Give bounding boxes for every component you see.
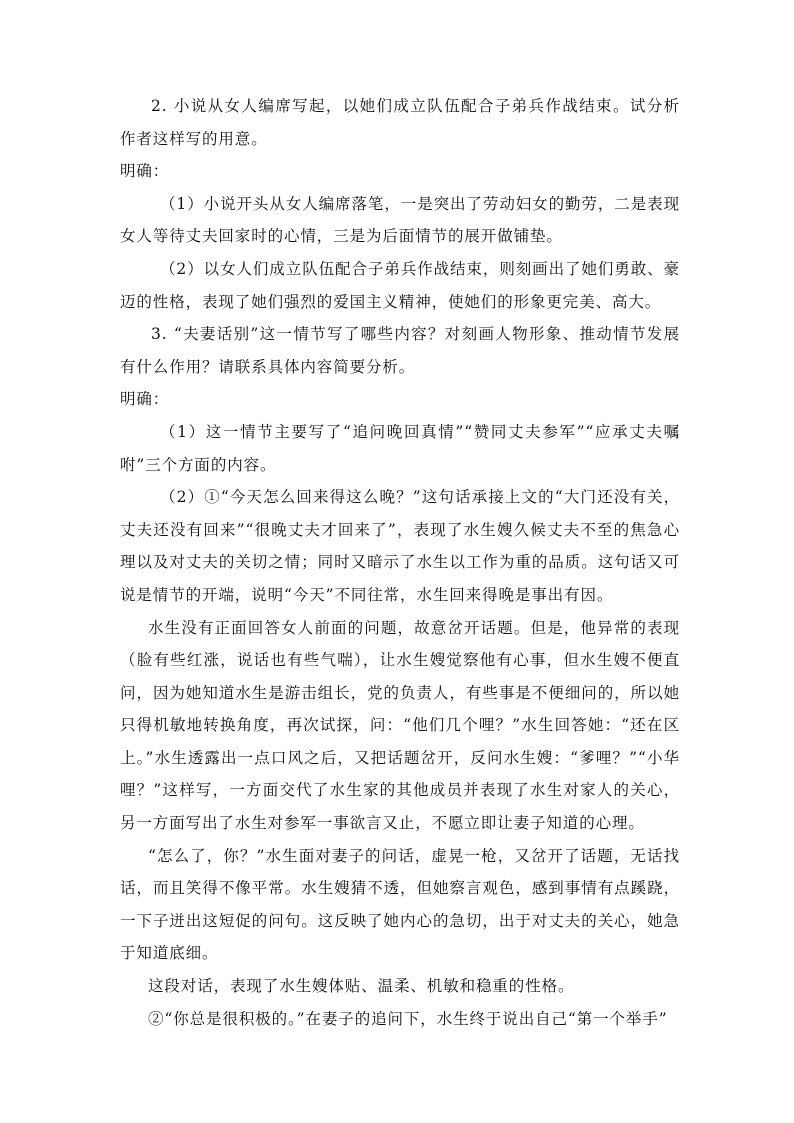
body-paragraph: 水生没有正面回答女人前面的问题，故意岔开话题。但是，他异常的表现（脸有些红涨，说话也有些气喘），让水生嫂觉察他有心事，但水生嫂不便直问，因为她知道水生是游击组长，党的负责人，有些事是不便细问的，所以她只得机敏地转换角度，再次试探，问：“他们几个哩？”水生回答她：“还在区上。”水生透露出一点口风之后，又把话题岔开，反问水生嫂：“爹哩？”“小华哩？”这样写，一方面交代了水生家的其他成员并表现了水生对家人的关心，另一方面写出了水生对参军一事欲言又止，不愿立即让妻子知道的心理。 — [120, 618, 680, 833]
body-paragraph: “怎么了，你？”水生面对妻子的问话，虚晃一枪，又岔开了话题，无话找话，而且笑得不像平常。水生嫂猜不透，但她察言观色，感到事情有点蹊跷，一下子迸出这短促的问句。这反映了她内心的急切，出于对丈夫的关心，她急于知道底细。 — [120, 846, 680, 963]
answer-label: 明确： — [120, 390, 170, 409]
question-3: 3. “夫妻话别”这一情节写了哪些内容？对刻画人物形象、推动情节发展有什么作用？请联系具体内容简要分析。 — [120, 325, 680, 376]
document-page — [120, 90, 680, 1035]
answer-label: 明确： — [120, 162, 170, 181]
question-2: 2. 小说从女人编席写起，以她们成立队伍配合子弟兵作战结束。试分析作者这样写的用意。 — [120, 97, 680, 148]
answer-paragraph: （1）小说开头从女人编席落笔，一是突出了劳动妇女的勤劳，二是表现女人等待丈夫回家时的心情，三是为后面情节的展开做铺垫。 — [120, 194, 680, 246]
answer-paragraph: （2）以女人们成立队伍配合子弟兵作战结束，则刻画出了她们勇敢、豪迈的性格，表现了她们强烈的爱国主义精神，使她们的形象更完美、高大。 — [120, 259, 680, 311]
body-paragraph: ②“你总是很积极的。”在妻子的追问下，水生终于说出自己“第一个举手” — [148, 1009, 668, 1028]
body-paragraph: 这段对话，表现了水生嫂体贴、温柔、机敏和稳重的性格。 — [148, 977, 575, 996]
answer-paragraph: （1）这一情节主要写了“追问晚回真情”“赞同丈夫参军”“应承丈夫嘱咐”三个方面的内容。 — [120, 422, 680, 474]
answer-paragraph: （2）①“今天怎么回来得这么晚？”这句话承接上文的“大门还没有关，丈夫还没有回来”“很晚丈夫才回来了”，表现了水生嫂久候丈夫不至的焦急心理以及对丈夫的关切之情；同时又暗示了水生以工作为重的品质。这句话又可说是情节的开端，说明“今天”不同往常，水生回来得晚是事出有因。 — [120, 488, 680, 604]
